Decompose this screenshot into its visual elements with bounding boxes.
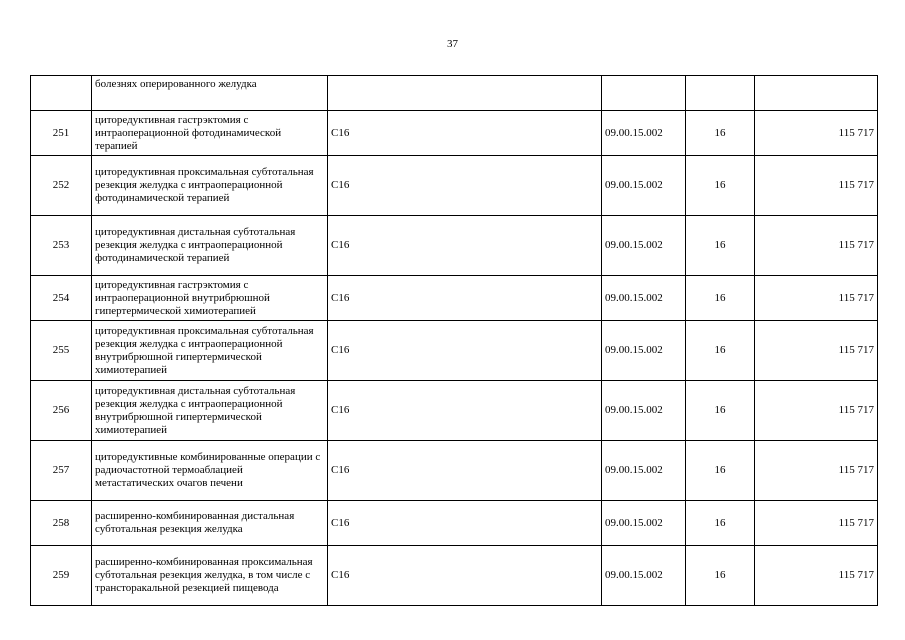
cell-group: 16 <box>686 381 755 441</box>
cell-code: C16 <box>328 156 602 216</box>
continuation-row <box>31 76 878 111</box>
cell-code: C16 <box>328 546 602 606</box>
cell-model: 09.00.15.002 <box>602 546 686 606</box>
cell-group: 16 <box>686 156 755 216</box>
cell-num: 251 <box>31 111 92 156</box>
cell-group: 16 <box>686 441 755 501</box>
cell-group: 16 <box>686 216 755 276</box>
cell-group: 16 <box>686 546 755 606</box>
cell-group <box>686 76 755 111</box>
cell-model: 09.00.15.002 <box>602 276 686 321</box>
table-row <box>31 216 878 276</box>
cell-model: 09.00.15.002 <box>602 156 686 216</box>
cell-num: 257 <box>31 441 92 501</box>
cell-group: 16 <box>686 501 755 546</box>
cell-name: циторедуктивная гастрэктомия с интраоперационной внутрибрюшной гипертермической химиотерапией <box>92 276 328 321</box>
table-row <box>31 441 878 501</box>
table-row <box>31 501 878 546</box>
cell-model: 09.00.15.002 <box>602 321 686 381</box>
cell-name: расширенно-комбинированная проксимальная субтотальная резекция желудка, в том числе с трансторакальной резекцией пищевода <box>92 546 328 606</box>
cell-name: расширенно-комбинированная дистальная субтотальная резекция желудка <box>92 501 328 546</box>
table-row <box>31 381 878 441</box>
table-row <box>31 321 878 381</box>
cell-cost: 115 717 <box>755 381 878 441</box>
procedures-table <box>30 75 878 606</box>
cell-model: 09.00.15.002 <box>602 381 686 441</box>
cell-num: 258 <box>31 501 92 546</box>
cell-name: циторедуктивная дистальная субтотальная резекция желудка с интраоперационной внутрибрюшной гипертермической химиотерапией <box>92 381 328 441</box>
cell-code: C16 <box>328 321 602 381</box>
cell-cost: 115 717 <box>755 501 878 546</box>
table-row <box>31 111 878 156</box>
cell-name: болезнях оперированного желудка <box>92 76 328 111</box>
cell-code: C16 <box>328 111 602 156</box>
cell-num: 254 <box>31 276 92 321</box>
cell-model: 09.00.15.002 <box>602 441 686 501</box>
cell-num: 259 <box>31 546 92 606</box>
cell-code: C16 <box>328 276 602 321</box>
cell-code: C16 <box>328 381 602 441</box>
cell-code: C16 <box>328 216 602 276</box>
cell-cost: 115 717 <box>755 156 878 216</box>
cell-model: 09.00.15.002 <box>602 111 686 156</box>
table-row <box>31 276 878 321</box>
cell-code: C16 <box>328 501 602 546</box>
cell-code: C16 <box>328 441 602 501</box>
table-row <box>31 156 878 216</box>
cell-name: циторедуктивная проксимальная субтотальная резекция желудка с интраоперационной фотодинамической терапией <box>92 156 328 216</box>
cell-cost <box>755 76 878 111</box>
cell-name: циторедуктивная дистальная субтотальная резекция желудка с интраоперационной фотодинамической терапией <box>92 216 328 276</box>
cell-num <box>31 76 92 111</box>
page-number: 37 <box>447 38 458 50</box>
table-row <box>31 546 878 606</box>
cell-name: циторедуктивные комбинированные операции с радиочастотной термоаблацией метастатических очагов печени <box>92 441 328 501</box>
cell-name: циторедуктивная гастрэктомия с интраоперационной фотодинамической терапией <box>92 111 328 156</box>
cell-group: 16 <box>686 321 755 381</box>
cell-num: 252 <box>31 156 92 216</box>
cell-cost: 115 717 <box>755 441 878 501</box>
cell-num: 253 <box>31 216 92 276</box>
cell-code <box>328 76 602 111</box>
cell-group: 16 <box>686 276 755 321</box>
cell-cost: 115 717 <box>755 276 878 321</box>
cell-num: 255 <box>31 321 92 381</box>
cell-cost: 115 717 <box>755 546 878 606</box>
cell-model: 09.00.15.002 <box>602 216 686 276</box>
cell-cost: 115 717 <box>755 111 878 156</box>
cell-name: циторедуктивная проксимальная субтотальная резекция желудка с интраоперационной внутрибрюшной гипертермической химиотерапией <box>92 321 328 381</box>
cell-group: 16 <box>686 111 755 156</box>
cell-model <box>602 76 686 111</box>
cell-cost: 115 717 <box>755 321 878 381</box>
cell-cost: 115 717 <box>755 216 878 276</box>
cell-num: 256 <box>31 381 92 441</box>
cell-model: 09.00.15.002 <box>602 501 686 546</box>
